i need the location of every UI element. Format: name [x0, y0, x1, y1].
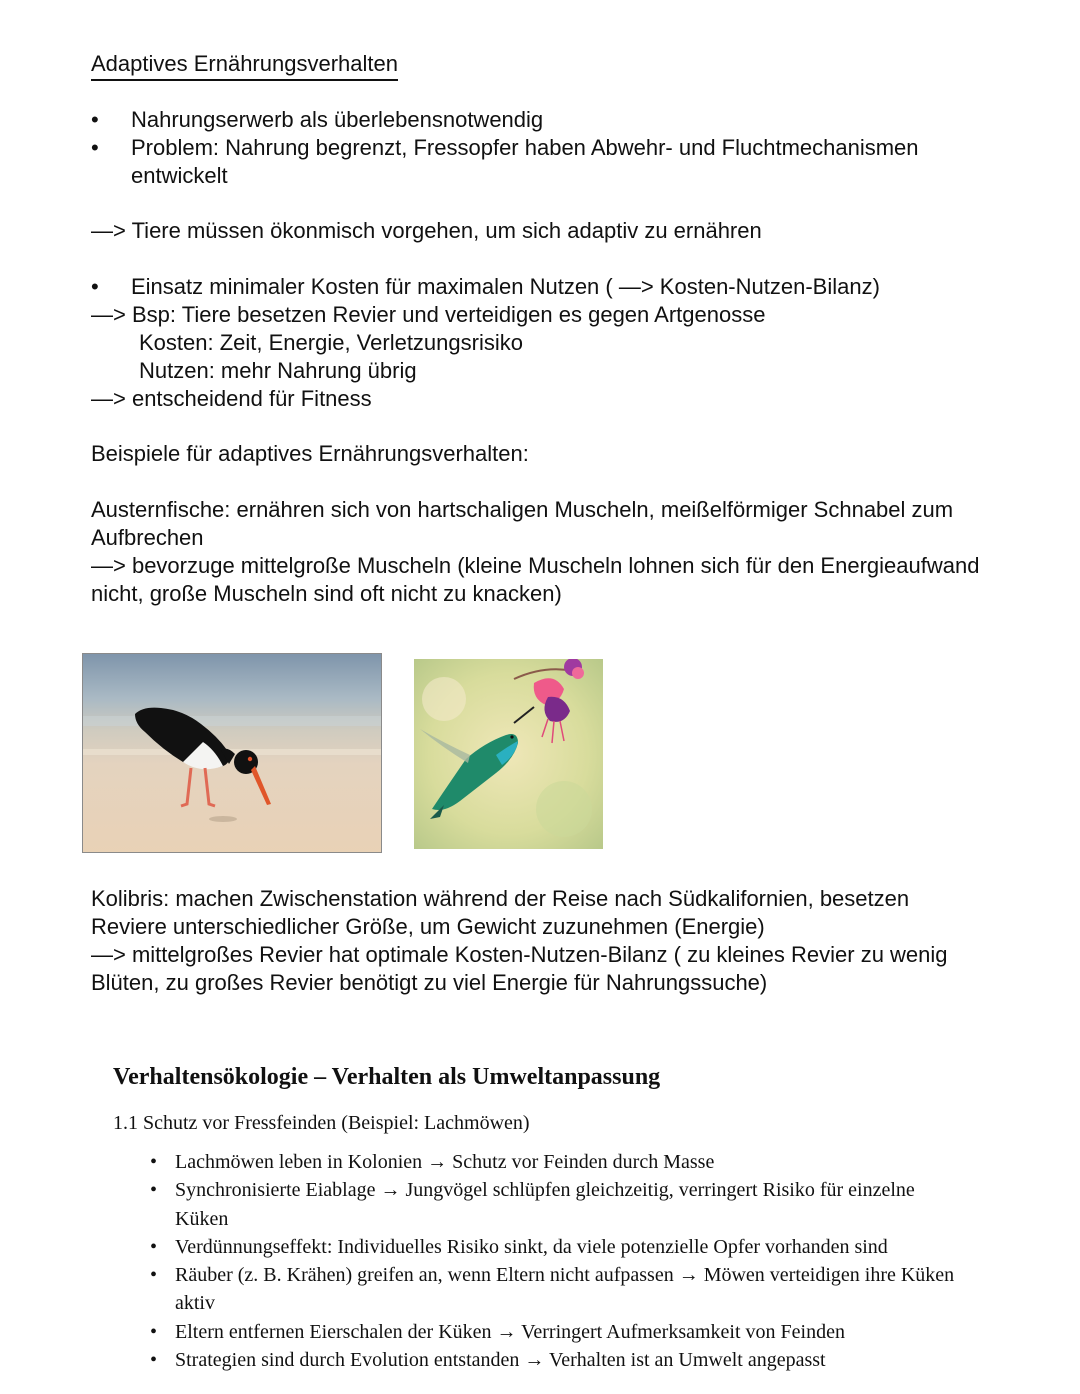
hummingbird-conclusion: —> mittelgroßes Revier hat optimale Kosten-Nutzen-Bilanz ( zu kleines Revier zu wenig Blüten, zu großes Revier benötigt zu viel Energie für Nahrungssuche) — [91, 942, 948, 995]
oystercatcher-conclusion: —> bevorzuge mittelgroße Muscheln (kleine Muscheln lohnen sich für den Energieaufwand nicht, große Muscheln sind oft nicht zu knacken) — [91, 553, 980, 606]
cost-bullet-list — [91, 273, 991, 301]
intro-bullet-list — [91, 106, 991, 190]
list-item: • Synchronisierte Eiablage → Jungvögel schlüpfen gleichzeitig, verringert Risiko für einzelne Küken — [150, 1176, 970, 1233]
oystercatcher-text: Austernfische: ernähren sich von hartschaligen Muscheln, meißelförmiger Schnabel zum Aufbrechen — [91, 497, 954, 550]
list-item: • Strategien sind durch Evolution entstanden → Verhalten ist an Umwelt angepasst — [150, 1346, 970, 1374]
list-item: • Verdünnungseffekt: Individuelles Risiko sinkt, da viele potenzielle Opfer vorhanden sind — [150, 1233, 970, 1261]
hummingbird-text: Kolibris: machen Zwischenstation während der Reise nach Südkalifornien, besetzen Reviere unterschiedlicher Größe, um Gewicht zuzunehmen (Energie) — [91, 886, 910, 939]
subsection-title: 1.1 Schutz vor Fressfeinden (Beispiel: Lachmöwen) — [113, 1112, 530, 1134]
hummingbird-photo — [414, 659, 603, 849]
list-item: • Problem: Nahrung begrenzt, Fressopfer haben Abwehr- und Fluchtmechanismen entwickelt — [91, 134, 991, 190]
section-title: Verhaltensökologie – Verhalten als Umweltanpassung — [113, 1064, 661, 1090]
example-arrow: —> Bsp: Tiere besetzen Revier und verteidigen es gegen Artgenosse — [91, 302, 766, 327]
list-item: • Eltern entfernen Eierschalen der Küken → Verringert Aufmerksamkeit von Feinden — [150, 1318, 970, 1346]
examples-heading: Beispiele für adaptives Ernährungsverhalten: — [91, 441, 529, 466]
benefits-line: Nutzen: mehr Nahrung übrig — [139, 358, 417, 383]
oystercatcher-photo — [82, 653, 382, 853]
list-item: • Räuber (z. B. Krähen) greifen an, wenn Eltern nicht aufpassen → Möwen verteidigen ihre Küken aktiv — [150, 1261, 970, 1318]
page-title: Adaptives Ernährungsverhalten — [91, 50, 398, 81]
section-bullet-list — [150, 1148, 970, 1374]
list-item: • Einsatz minimaler Kosten für maximalen Nutzen ( —> Kosten-Nutzen-Bilanz) — [91, 273, 991, 301]
costs-line: Kosten: Zeit, Energie, Verletzungsrisiko — [139, 330, 523, 355]
list-item: • Lachmöwen leben in Kolonien → Schutz vor Feinden durch Masse — [150, 1148, 970, 1176]
list-item: • Nahrungserwerb als überlebensnotwendig — [91, 106, 991, 134]
conclusion-arrow: —> Tiere müssen ökonmisch vorgehen, um sich adaptiv zu ernähren — [91, 218, 762, 243]
fitness-arrow: —> entscheidend für Fitness — [91, 386, 372, 411]
